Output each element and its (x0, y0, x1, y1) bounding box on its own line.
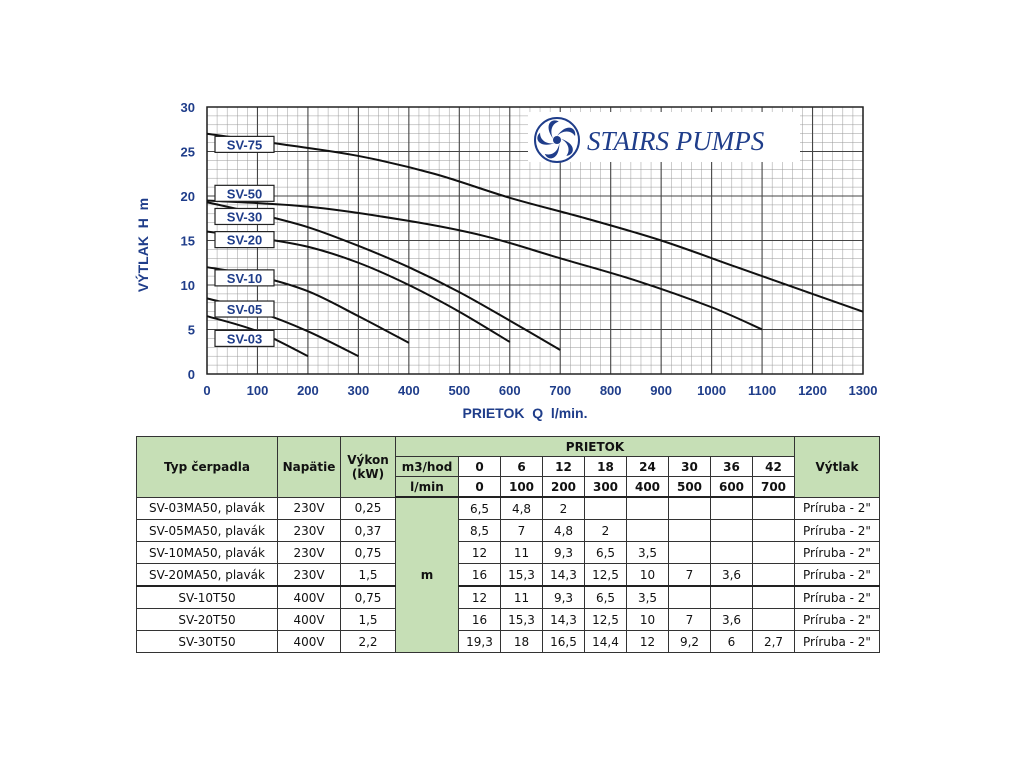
pump-outlet: Príruba - 2" (795, 609, 880, 631)
pump-outlet: Príruba - 2" (795, 542, 880, 564)
x-tick-label: 1100 (747, 383, 777, 398)
pump-power: 2,2 (341, 631, 396, 653)
x-tick-label: 500 (448, 383, 471, 398)
y-axis-title: VÝTLAK H m (135, 197, 151, 293)
header-power: Výkon (kW) (341, 437, 396, 498)
flow-lmin-value: 200 (543, 477, 585, 498)
head-value (627, 497, 669, 520)
pump-type: SV-20T50 (137, 609, 278, 631)
head-value: 3,5 (627, 586, 669, 609)
flow-m3-value: 24 (627, 457, 669, 477)
pump-power: 1,5 (341, 564, 396, 587)
series-label-sv-10: SV-10 (226, 270, 263, 286)
x-tick-label: 300 (347, 383, 370, 398)
pump-power: 0,75 (341, 542, 396, 564)
y-tick-label: 15 (180, 233, 195, 249)
head-value: 11 (501, 586, 543, 609)
head-value: 2,7 (753, 631, 795, 653)
head-value: 4,8 (543, 520, 585, 542)
head-value: 6 (711, 631, 753, 653)
head-value (711, 497, 753, 520)
flow-m3-value: 42 (753, 457, 795, 477)
pump-outlet: Príruba - 2" (795, 564, 880, 587)
flow-m3-value: 18 (585, 457, 627, 477)
pump-outlet: Príruba - 2" (795, 631, 880, 653)
table-row (137, 564, 880, 587)
flow-m3-value: 6 (501, 457, 543, 477)
flow-lmin-value: 700 (753, 477, 795, 498)
head-value: 6,5 (459, 497, 501, 520)
flow-m3-value: 36 (711, 457, 753, 477)
head-value (711, 586, 753, 609)
head-value: 9,3 (543, 586, 585, 609)
head-value: 9,3 (543, 542, 585, 564)
series-label-sv-20: SV-20 (226, 232, 263, 248)
head-value: 6,5 (585, 542, 627, 564)
y-tick-label: 0 (187, 367, 195, 382)
head-value: 8,5 (459, 520, 501, 542)
x-tick-label: 1200 (798, 383, 827, 398)
table-row (137, 497, 880, 520)
x-tick-label: 800 (599, 383, 622, 398)
flow-lmin-value: 400 (627, 477, 669, 498)
head-value: 10 (627, 609, 669, 631)
flow-lmin-value: 0 (459, 477, 501, 498)
head-value (669, 586, 711, 609)
head-value: 2 (585, 520, 627, 542)
pump-power: 0,75 (341, 586, 396, 609)
header-flow: PRIETOK (396, 437, 795, 457)
curves (207, 134, 863, 357)
head-value: 6,5 (585, 586, 627, 609)
head-value (669, 520, 711, 542)
head-value (669, 542, 711, 564)
head-value (753, 520, 795, 542)
pump-type: SV-10T50 (137, 586, 278, 609)
pump-voltage: 400V (278, 609, 341, 631)
head-value: 3,6 (711, 609, 753, 631)
head-value (753, 586, 795, 609)
pump-type: SV-05MA50, plavák (137, 520, 278, 542)
pump-voltage: 400V (278, 586, 341, 609)
head-value: 3,5 (627, 542, 669, 564)
head-value: 15,3 (501, 609, 543, 631)
flow-lmin-value: 600 (711, 477, 753, 498)
pump-power: 0,25 (341, 497, 396, 520)
head-value: 10 (627, 564, 669, 587)
logo-text: STAIRS PUMPS (587, 126, 765, 156)
head-value (627, 520, 669, 542)
unit-lmin: l/min (396, 477, 459, 498)
curve-sv-50 (207, 200, 762, 329)
series-labels (215, 136, 274, 346)
head-value: 14,4 (585, 631, 627, 653)
flow-lmin-value: 300 (585, 477, 627, 498)
x-tick-label: 200 (297, 383, 319, 398)
head-value: 4,8 (501, 497, 543, 520)
head-value: 19,3 (459, 631, 501, 653)
series-label-sv-30: SV-30 (226, 209, 263, 225)
head-value (753, 609, 795, 631)
head-value: 7 (669, 609, 711, 631)
series-label-sv-03: SV-03 (226, 331, 263, 347)
head-value: 12 (627, 631, 669, 653)
head-value (585, 497, 627, 520)
table-row (137, 609, 880, 631)
pump-voltage: 230V (278, 564, 341, 587)
pump-outlet: Príruba - 2" (795, 497, 880, 520)
x-axis-title: PRIETOK Q l/min. (462, 405, 588, 421)
y-tick-label: 30 (180, 100, 195, 115)
x-tick-label: 0 (203, 383, 211, 398)
head-unit: m (396, 497, 459, 653)
x-tick-label: 600 (498, 383, 521, 398)
y-tick-label: 5 (187, 322, 195, 338)
head-value: 14,3 (543, 609, 585, 631)
flow-m3-value: 12 (543, 457, 585, 477)
logo (528, 112, 800, 162)
logo-swirl-icon (535, 118, 579, 162)
y-tick-label: 10 (180, 278, 195, 293)
head-value: 15,3 (501, 564, 543, 587)
table-row (137, 631, 880, 653)
flow-lmin-value: 500 (669, 477, 711, 498)
head-value (753, 542, 795, 564)
table-row (137, 586, 880, 609)
pump-type: SV-20MA50, plavák (137, 564, 278, 587)
pump-outlet: Príruba - 2" (795, 586, 880, 609)
head-value (753, 497, 795, 520)
head-value: 9,2 (669, 631, 711, 653)
head-value: 14,3 (543, 564, 585, 587)
head-value (711, 542, 753, 564)
head-value: 16 (459, 609, 501, 631)
flow-m3-value: 30 (669, 457, 711, 477)
y-tick-label: 20 (180, 189, 195, 204)
head-value: 16 (459, 564, 501, 587)
unit-m3: m3/hod (396, 457, 459, 477)
head-value: 12,5 (585, 609, 627, 631)
flow-m3-value: 0 (459, 457, 501, 477)
pump-voltage: 230V (278, 520, 341, 542)
x-tick-label: 100 (246, 383, 269, 398)
series-label-sv-05: SV-05 (226, 302, 263, 318)
table-row (137, 542, 880, 564)
head-value: 7 (669, 564, 711, 587)
head-value: 3,6 (711, 564, 753, 587)
pump-voltage: 230V (278, 542, 341, 564)
head-value: 11 (501, 542, 543, 564)
series-label-sv-75: SV-75 (226, 137, 263, 153)
head-value: 12 (459, 542, 501, 564)
pump-type: SV-30T50 (137, 631, 278, 653)
series-label-sv-50: SV-50 (226, 186, 263, 202)
head-value: 18 (501, 631, 543, 653)
head-value (753, 564, 795, 587)
flow-lmin-value: 100 (501, 477, 543, 498)
head-value: 12,5 (585, 564, 627, 587)
x-tick-label: 700 (549, 383, 572, 398)
pump-spec-table (136, 436, 880, 653)
header-voltage: Napätie (278, 437, 341, 498)
pump-type: SV-03MA50, plavák (137, 497, 278, 520)
x-tick-label: 400 (397, 383, 420, 398)
pump-outlet: Príruba - 2" (795, 520, 880, 542)
header-type: Typ čerpadla (137, 437, 278, 498)
head-value: 2 (543, 497, 585, 520)
pump-voltage: 400V (278, 631, 341, 653)
head-value (669, 497, 711, 520)
header-outlet: Výtlak (795, 437, 880, 498)
pump-voltage: 230V (278, 497, 341, 520)
head-value: 7 (501, 520, 543, 542)
x-tick-label: 900 (650, 383, 673, 398)
x-tick-label: 1000 (697, 383, 727, 398)
pump-type: SV-10MA50, plavák (137, 542, 278, 564)
pump-power: 1,5 (341, 609, 396, 631)
head-value (711, 520, 753, 542)
pump-power: 0,37 (341, 520, 396, 542)
head-value: 12 (459, 586, 501, 609)
head-value: 16,5 (543, 631, 585, 653)
table-row (137, 520, 880, 542)
y-tick-label: 25 (180, 144, 195, 160)
x-tick-label: 1300 (848, 383, 878, 398)
